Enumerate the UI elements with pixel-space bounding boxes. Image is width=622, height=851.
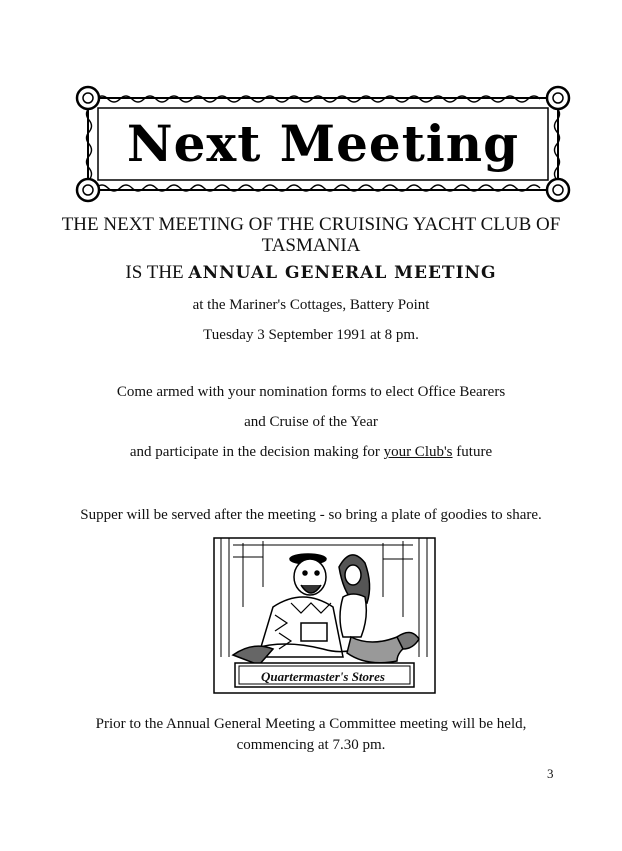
meeting-venue: at the Mariner's Cottages, Battery Point <box>192 297 430 313</box>
nomination-text: Come armed with your nomination forms to elect Office Bearers <box>116 384 506 400</box>
participate-text <box>0 444 622 461</box>
quartermasters-sign: Quartermaster's Stores <box>261 669 385 684</box>
participate-suffix: future <box>452 444 493 460</box>
quartermasters-illustration <box>213 537 436 694</box>
your-club-underlined: your Club's <box>383 444 453 460</box>
meeting-date: Tuesday 3 September 1991 at 8 pm. <box>203 327 419 343</box>
next-meeting-banner <box>72 84 574 204</box>
participate-prefix: and participate in the decision making for <box>129 444 384 460</box>
announcement-line-1: THE NEXT MEETING OF THE CRUISING YACHT CLUB OF <box>61 214 561 235</box>
agm-heading: ANNUAL GENERAL MEETING <box>188 263 497 283</box>
banner-title: Next Meeting <box>126 114 520 173</box>
cruise-text: and Cruise of the Year <box>244 414 378 430</box>
announcement-prefix: IS THE <box>125 262 189 283</box>
committee-meeting-note: Prior to the Annual General Meeting a Committee meeting will be held, <box>95 716 527 732</box>
page-number: 3 <box>547 766 554 781</box>
committee-meeting-time: commencing at 7.30 pm. <box>236 737 386 753</box>
announcement-line-2: TASMANIA <box>261 235 361 256</box>
announcement-line-3 <box>0 262 622 284</box>
supper-note: Supper will be served after the meeting - so bring a plate of goodies to share. <box>80 507 542 523</box>
